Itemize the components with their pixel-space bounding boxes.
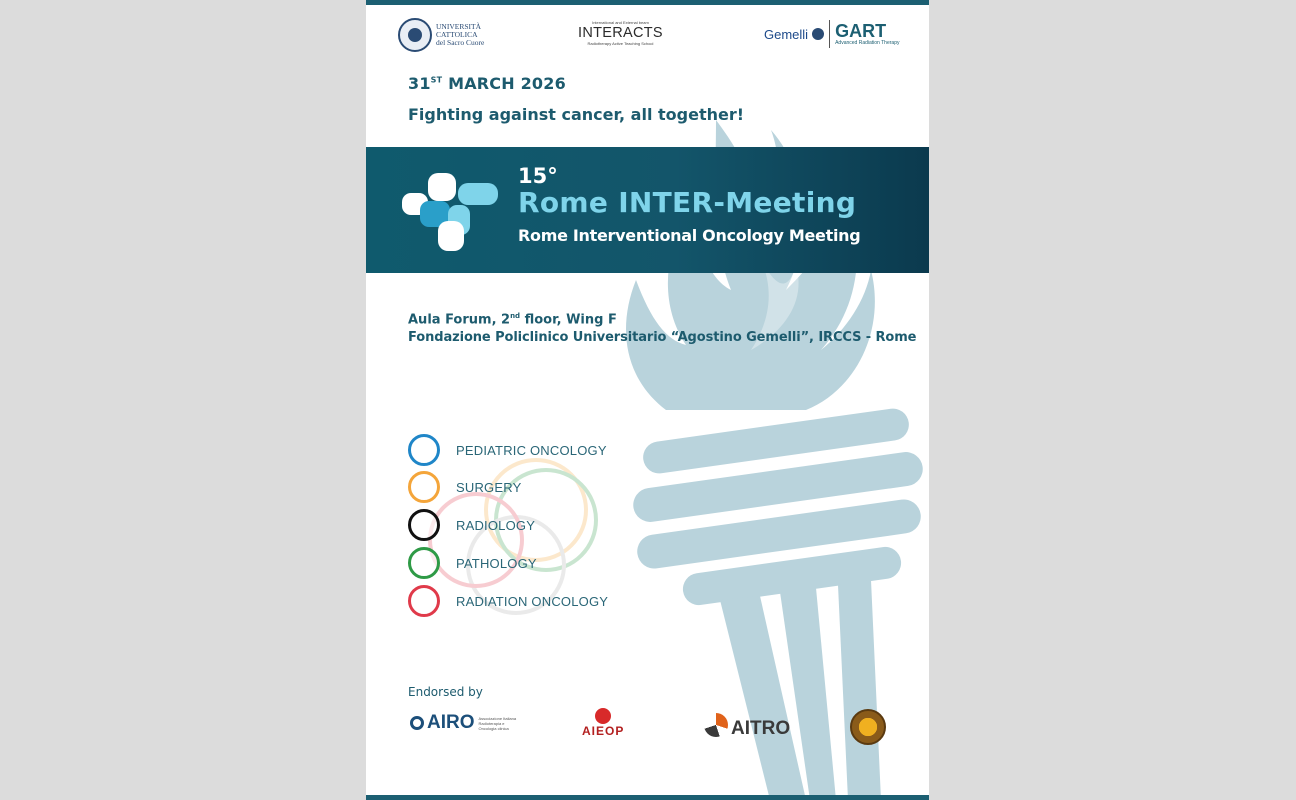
venue-room-b: floor, Wing F — [520, 312, 617, 328]
ucsc-line-2: CATTOLICA — [436, 30, 478, 39]
date-month-year: MARCH 2026 — [442, 74, 566, 93]
gemelli-name: Gemelli — [764, 26, 809, 42]
interacts-name: INTERACTS — [578, 25, 663, 41]
gart-sub: Advanced Radiation Therapy — [835, 40, 900, 46]
venue-room-sup: nd — [510, 312, 521, 320]
discipline-item — [408, 585, 608, 617]
aieop-mark-icon — [595, 708, 611, 724]
discipline-label: SURGERY — [456, 479, 522, 495]
blue-ring-icon — [408, 434, 440, 466]
gart-name: GART — [835, 21, 887, 41]
ucsc-seal-icon — [398, 18, 432, 52]
airo-mark-icon — [410, 716, 424, 730]
black-ring-icon — [408, 509, 440, 541]
interacts-top-text: International and External beam — [592, 20, 649, 25]
ucsc-line-1: UNIVERSITÀ — [436, 22, 481, 31]
event-date — [408, 74, 566, 93]
airo-name: AIRO — [427, 712, 475, 733]
orange-ring-icon — [408, 471, 440, 503]
event-title: Rome INTER-Meeting — [518, 186, 857, 219]
discipline-item — [408, 509, 535, 541]
poster — [366, 0, 929, 800]
aieop-logo — [582, 708, 624, 738]
title-banner — [366, 147, 929, 273]
gemelli-gart-logo — [764, 20, 899, 48]
discipline-label: RADIATION ONCOLOGY — [456, 593, 609, 609]
discipline-item — [408, 547, 537, 579]
green-ring-icon — [408, 547, 440, 579]
date-day: 31 — [408, 74, 431, 93]
discipline-item — [408, 434, 607, 466]
aitro-mark-icon — [704, 713, 728, 737]
airo-logo — [410, 712, 519, 734]
gemelli-crest-icon — [812, 28, 824, 40]
ucsc-logo — [398, 18, 484, 52]
red-ring-icon — [408, 585, 440, 617]
aitro-logo — [704, 710, 790, 740]
tagline: Fighting against cancer, all together! — [408, 105, 745, 124]
date-suffix: ST — [430, 75, 443, 85]
ucsc-line-3: del Sacro Cuore — [436, 38, 485, 47]
discipline-label: PATHOLOGY — [456, 555, 537, 571]
venue-room-a: Aula Forum, 2 — [408, 312, 511, 328]
discipline-label: PEDIATRIC ONCOLOGY — [456, 442, 607, 458]
puzzle-logo-icon — [398, 165, 498, 255]
aitro-name: AITRO — [731, 718, 791, 739]
logo-divider — [829, 20, 830, 48]
interacts-sub-text: Radiotherapy Active Teaching School — [587, 41, 654, 46]
discipline-item — [408, 471, 521, 503]
bottom-bar — [366, 795, 929, 800]
venue-institution: Fondazione Policlinico Universitario “Agostino Gemelli”, IRCCS - Rome — [408, 330, 917, 345]
interacts-logo — [578, 20, 663, 46]
society-medal-logo — [850, 709, 886, 745]
discipline-label: RADIOLOGY — [456, 517, 536, 533]
event-subtitle: Rome Interventional Oncology Meeting — [518, 226, 861, 245]
venue-room — [408, 312, 617, 327]
airo-sub: Associazione Italiana Radioterapia e Oncologia clinica — [478, 715, 517, 731]
endorsed-label: Endorsed by — [408, 685, 483, 699]
edition-number: 15° — [518, 164, 558, 188]
aieop-name: AIEOP — [582, 724, 625, 738]
